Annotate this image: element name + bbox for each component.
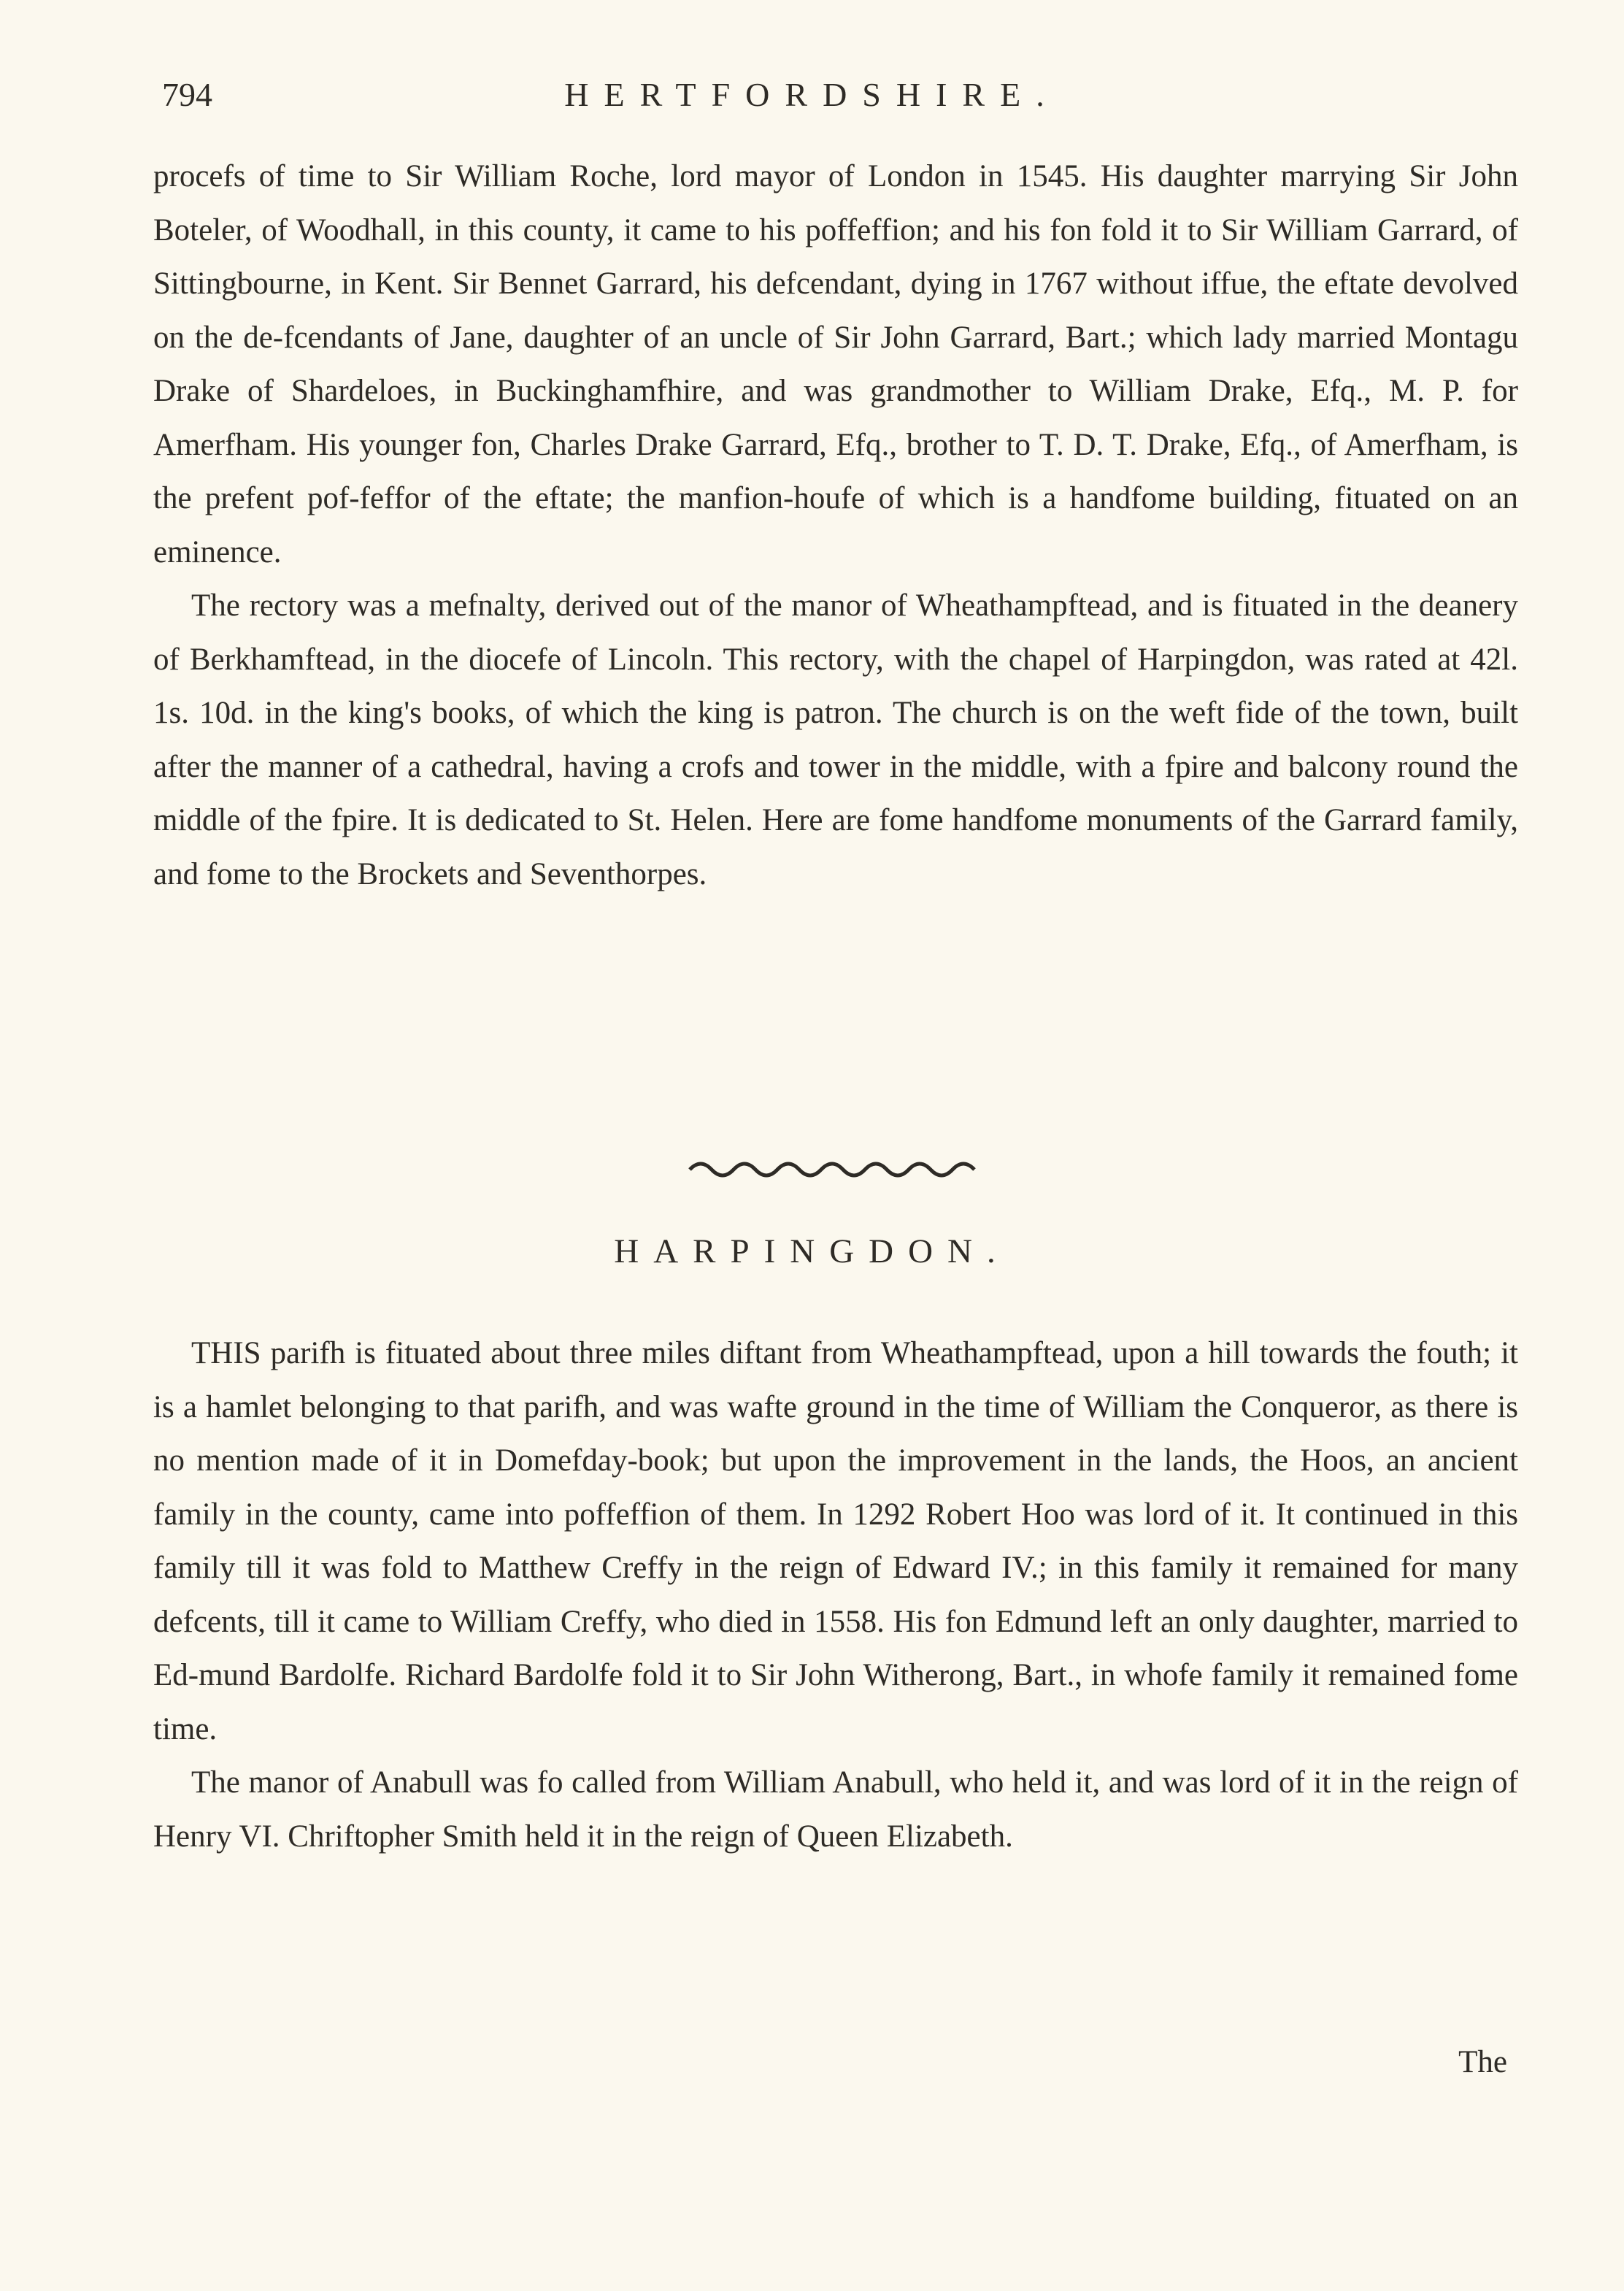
- paragraph: [153, 1756, 1518, 1863]
- page-number: 794: [162, 76, 212, 113]
- catchword: The: [1458, 2045, 1507, 2079]
- running-head: HERTFORDSHIRE.: [564, 76, 1060, 113]
- section-title: HARPINGDON.: [614, 1232, 1010, 1270]
- section-two: [153, 1327, 1518, 1863]
- paragraph: [153, 579, 1518, 901]
- ornament-divider: [686, 1152, 978, 1181]
- paragraph: [153, 150, 1518, 579]
- paragraph-text: procefs of time to Sir William Roche, lord mayor of London in 1545. His daughter marrying Sir John Boteler, of Woodhall, in this county, it came to his poffeffion; and his fon fold it to Sir William Garrard, of Sittingbourne, in Kent. Sir Bennet Garrard, his defcendant, dying in 1767 without iffue, the eftate devolved on the de-fcendants of Jane, daughter of an uncle of Sir John Garrard, Bart.; which lady married Montagu Drake of Shardeloes, in Buckinghamfhire, and was grandmother to William Drake, Efq., M. P. for Amerfham. His younger fon, Charles Drake Garrard, Efq., brother to T. D. T. Drake, Efq., of Amerfham, is the prefent pof-feffor of the eftate; the manfion-houfe of which is a handfome building, fituated on an eminence.: [153, 159, 1518, 569]
- paragraph: [153, 1327, 1518, 1756]
- paragraph-text: THIS parifh is fituated about three miles diftant from Wheathampftead, upon a hill towards the fouth; it is a hamlet belonging to that parifh, and was wafte ground in the time of William the Conqueror, as there is no mention made of it in Domefday-book; but upon the improvement in the lands, the Hoos, an ancient family in the county, came into poffeffion of them. In 1292 Robert Hoo was lord of it. It continued in this family till it was fold to Matthew Creffy in the reign of Edward IV.; in this family it remained for many defcents, till it came to William Creffy, who died in 1558. His fon Edmund left an only daughter, married to Ed-mund Bardolfe. Richard Bardolfe fold it to Sir John Witherong, Bart., in whofe family it remained fome time.: [153, 1336, 1518, 1746]
- paragraph-text: The rectory was a mefnalty, derived out of the manor of Wheathampftead, and is fituated in the deanery of Berkhamftead, in the diocefe of Lincoln. This rectory, with the chapel of Harpingdon, was rated at 42l. 1s. 10d. in the king's books, of which the king is patron. The church is on the weft fide of the town, built after the manner of a cathedral, having a crofs and tower in the middle, with a fpire and balcony round the middle of the fpire. It is dedicated to St. Helen. Here are fome handfome monuments of the Garrard family, and fome to the Brockets and Seventhorpes.: [153, 588, 1518, 891]
- paragraph-text: The manor of Anabull was fo called from William Anabull, who held it, and was lord of it in the reign of Henry VI. Chriftopher Smith held it in the reign of Queen Elizabeth.: [153, 1765, 1518, 1854]
- section-one: [153, 150, 1518, 901]
